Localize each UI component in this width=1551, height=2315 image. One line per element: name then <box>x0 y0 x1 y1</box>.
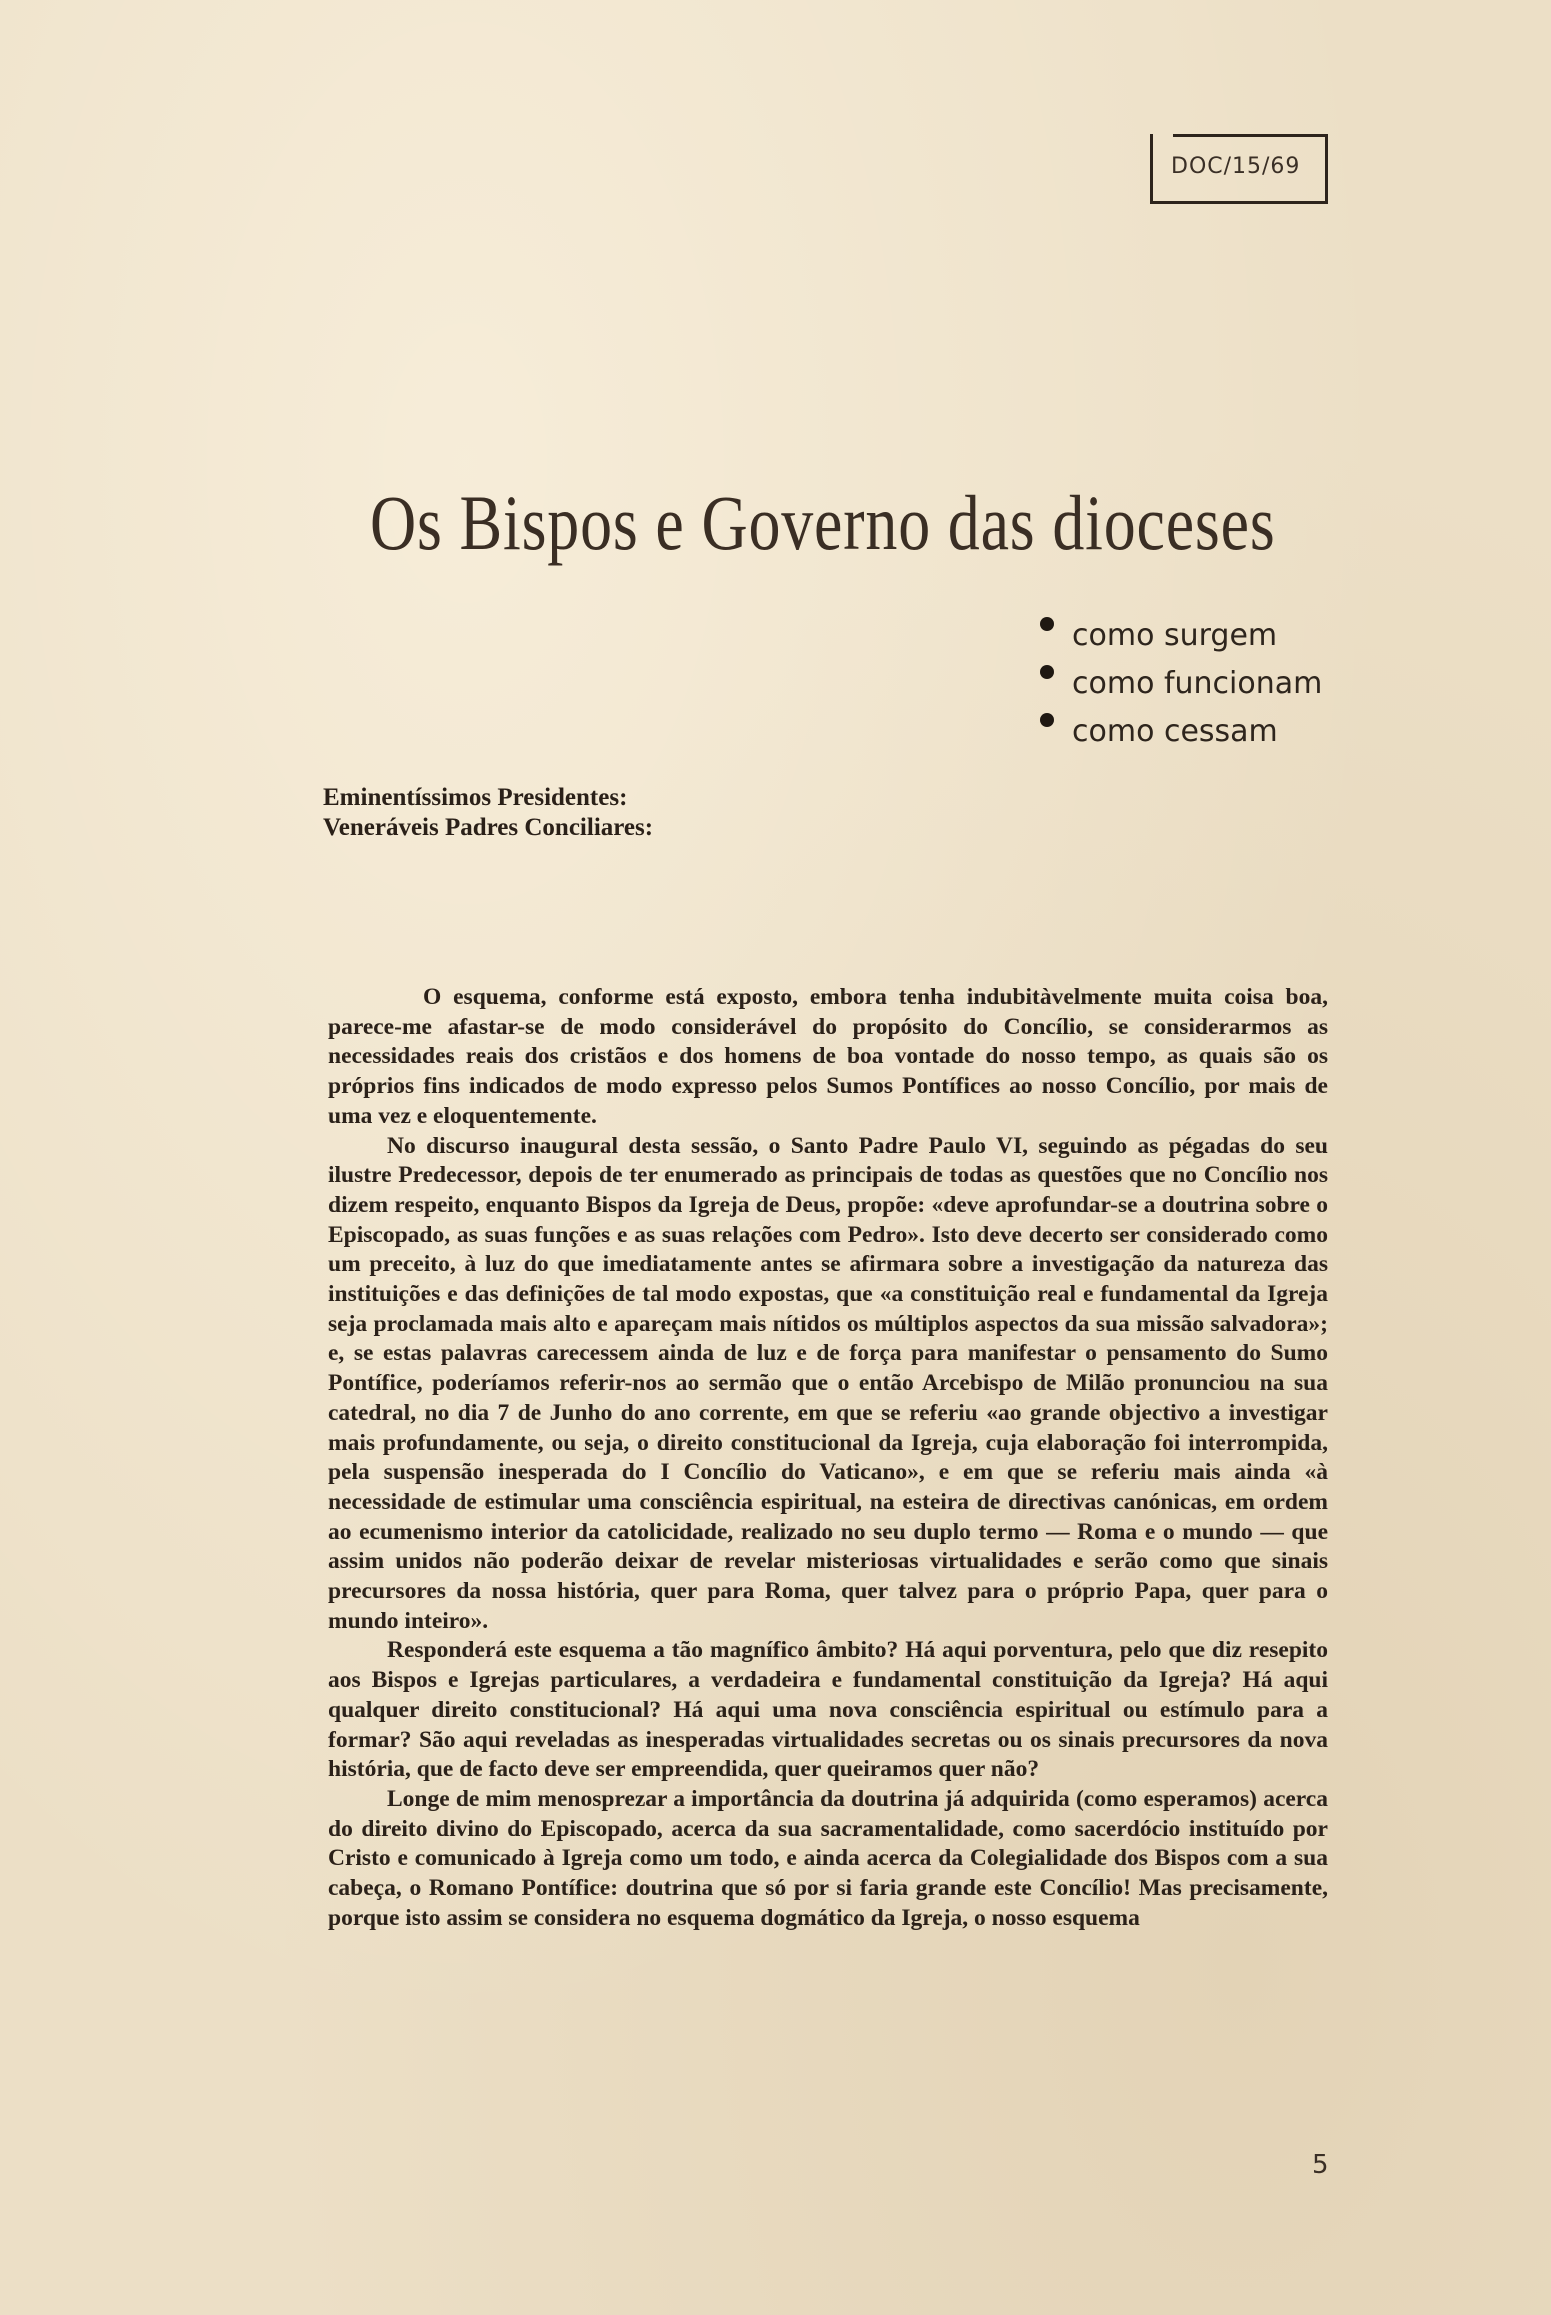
subtopic-item <box>1040 612 1322 660</box>
document-code: DOC/15/69 <box>1171 154 1301 179</box>
subtopic-label: como funcionam <box>1072 666 1323 701</box>
bullet-icon <box>1040 665 1054 679</box>
subtopic-label: como surgem <box>1072 618 1278 653</box>
subtopic-item <box>1040 660 1322 708</box>
subtopic-item <box>1040 708 1322 756</box>
page-number: 5 <box>1312 2150 1329 2180</box>
paragraph: O esquema, conforme está exposto, embora tenha indubitàvelmente muita coisa boa, parece-me afastar-se de modo considerável do propósito do Concílio, se considerarmos as necessidades reais dos cristãos e dos homens de boa vontade do nosso tempo, as quais são os próprios fins indicados de modo expresso pelos Sumos Pontífices ao nosso Concílio, por mais de uma vez e eloquentemente. <box>328 984 1328 1129</box>
bullet-icon <box>1040 617 1054 631</box>
subtopic-label: como cessam <box>1072 714 1278 749</box>
page-title: Os Bispos e Governo das dioceses <box>370 479 1276 566</box>
salutation <box>323 783 653 843</box>
paragraph: Responderá este esquema a tão magnífico âmbito? Há aqui porventura, pelo que diz resepito aos Bispos e Igrejas particulares, a verdadeira e fundamental constituição da Igreja? Há aqui qualquer direito constitucional? Há aqui uma nova consciência espiritual ou estímulo para a formar? São aqui reveladas as inesperadas virtualidades secretas ou os sinais precursores da nova história, que de facto deve ser empreendida, quer queiramos quer não? <box>328 1637 1328 1783</box>
salutation-line: Eminentíssimos Presidentes: <box>323 784 628 811</box>
body-text <box>328 983 1328 1934</box>
bullet-icon <box>1040 713 1054 727</box>
salutation-line: Veneráveis Padres Conciliares: <box>323 814 654 841</box>
paragraph: Longe de mim menosprezar a importância da doutrina já adquirida (como esperamos) acerca do direito divino do Episcopado, acerca da sua sacramentalidade, como sacerdócio instituído por Cristo e comunicado à Igreja como um todo, e ainda acerca da Colegialidade dos Bispos com a sua cabeça, o Romano Pontífice: doutrina que só por si faria grande este Concílio! Mas precisamente, porque isto assim se considera no esquema dogmático da Igreja, o nosso esquema <box>328 1785 1328 1931</box>
subtopic-list <box>1040 612 1322 756</box>
document-code-box <box>1150 134 1328 204</box>
paragraph: No discurso inaugural desta sessão, o Santo Padre Paulo VI, seguindo as pégadas do seu ilustre Predecessor, depois de ter enumerado as principais de todas as questões que no Concílio nos dizem respeito, enquanto Bispos da Igreja de Deus, propõe: «deve aprofundar-se a doutrina sobre o Episcopado, as suas funções e as suas relações com Pedro». Isto deve decerto ser considerado como um preceito, à luz do que imediatamente antes se afirmara sobre a investigação da natureza das instituições e das definições de tal modo expostas, que «a constituição real e fundamental da Igreja seja proclamada mais alto e apareçam mais nítidos os múltiplos aspectos da sua missão salvadora»; e, se estas palavras carecessem ainda de luz e de força para manifestar o pensamento do Sumo Pontífice, poderíamos referir-nos ao sermão que o então Arcebispo de Milão pronunciou na sua catedral, no dia 7 de Junho do ano corrente, em que se referiu «ao grande objectivo a investigar mais profundamente, ou seja, o direito constitucional da Igreja, cuja elaboração foi interrompida, pela suspensão inesperada do I Concílio do Vaticano», e em que se referiu mais ainda «à necessidade de estimular uma consciência espiritual, na esteira de directivas canónicas, em ordem ao ecumenismo interior da catolicidade, realizado no seu duplo termo — Roma e o mundo — que assim unidos não poderão deixar de revelar misteriosas virtualidades e serão como que sinais precursores da nossa história, quer para Roma, quer talvez para o próprio Papa, quer para o mundo inteiro». <box>328 1132 1328 1634</box>
